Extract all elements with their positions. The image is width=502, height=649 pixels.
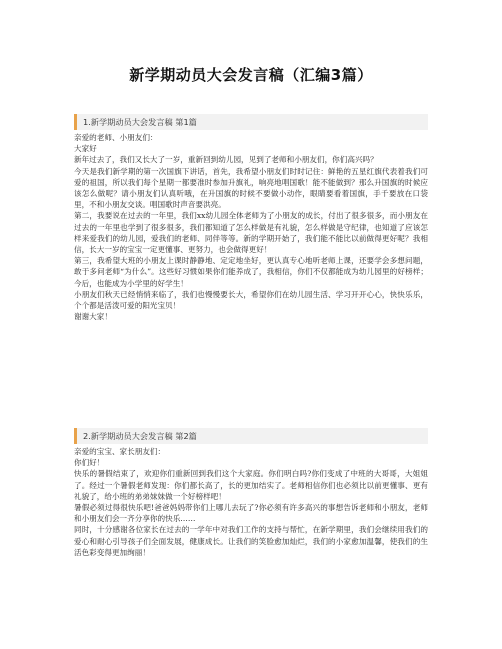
document-title: 新学期动员大会发言稿（汇编3篇） [129, 66, 373, 84]
paragraph: 第三，我希望大班的小朋友上课时静静地、定定地坐好，更认真专心地听老师上课，还要学会多想问题，敢于多问老师“为什么”。这些好习惯如果你们能养成了，我相信，你们不仅都能成为幼儿园里的好榜样；今后，也能成为小学里的好学生！ [74, 256, 428, 288]
paragraph: 第二，我要说在过去的一年里，我们xx幼儿园全体老师为了小朋友的成长，付出了很多很多，而小朋友在过去的一年里也学到了很多很多，我们都知道了怎么样做是有礼貌，怎么样做是守纪律，也知道了应该怎样来爱我们的幼儿园，爱我们的老师、同伴等等。新的学期开始了，我们能不能比以前做得更好呢？我相信，长大一岁的宝宝一定更懂事、更努力，也会做得更好！ [74, 211, 428, 255]
section-2 [74, 428, 428, 558]
paragraph: 大家好 [74, 144, 97, 154]
paragraph: 谢谢大家！ [74, 312, 112, 322]
section-heading: 1.新学期动员大会发言稿 第1篇 [74, 114, 428, 130]
paragraph: 暑假必须过得很快乐吧!爸爸妈妈带你们上哪儿去玩了?你必须有许多高兴的事想告诉老师和小朋友，老师和小朋友们会一齐分享你的快乐…… [74, 503, 428, 524]
paragraph: 快乐的暑假结束了，欢迎你们重新回到我们这个大家庭。你们明白吗?你们变成了中班的大哥哥，大姐姐了。经过一个暑假老师发现：你们都长高了，长的更加结实了。老师相信你们也必须比以前更懂事、更有礼貌了，给小班的弟弟妹妹做一个好榜样吧！ [74, 469, 428, 501]
paragraph: 新年过去了，我们又长大了一岁，重新回到幼儿园，见到了老师和小朋友们，你们高兴吗？ [74, 155, 378, 165]
paragraph: 亲爱的老师、小朋友们： [74, 133, 158, 142]
paragraph: 小朋友们秋天已经悄悄来临了，我们也慢慢要长大，希望你们在幼儿园生活、学习开开心心，快快乐乐，个个都是活泼可爱的阳光宝贝！ [74, 289, 428, 311]
section-heading: 2.新学期动员大会发言稿 第2篇 [74, 428, 428, 444]
paragraph: 亲爱的宝宝、家长朋友们： [74, 447, 166, 456]
paragraph: 今天是我们新学期的第一次国旗下讲话，首先，我希望小朋友们时时记住：鲜艳的五星红旗代表着我们可爱的祖国，所以我们每个星期一都要准时参加升旗礼，响亮地唱国歌！能不能做到？那么升国旗的时候应该怎么做呢？请小朋友们认真听哦，在升国旗的时候不要做小动作，眼睛要看着国旗，手千要放在口袋里，不和小朋友交谈。唱国歌时声音要洪亮。 [74, 166, 428, 210]
paragraph: 你们好！ [74, 458, 105, 468]
section-1 [74, 114, 428, 322]
paragraph: 同时，十分感谢各位家长在过去的一学年中对我们工作的支持与帮忙，在新学期里，我们会继续用我们的爱心和耐心引导孩子们全面发展，健康成长。让我们的笑脸愈加灿烂，我们的小家愈加温馨，使我们的生活色彩变得更加绚丽！ [74, 525, 428, 557]
